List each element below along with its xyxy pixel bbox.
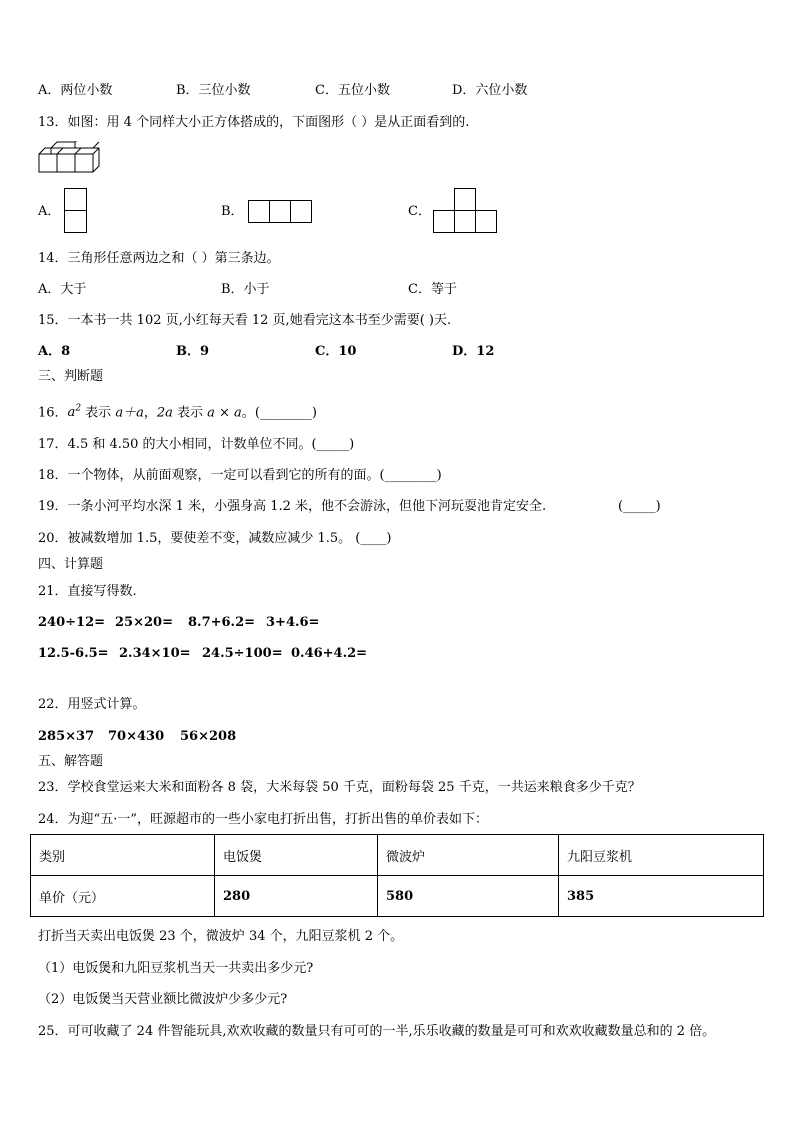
table-cell: 280 — [215, 876, 378, 917]
q14-option-a: A．大于 — [38, 282, 87, 297]
q20-question: 20．被减数增加 1.5，要使差不变，减数应减少 1.5。 (____) — [38, 531, 392, 546]
q22-item: 70×430 — [108, 729, 165, 744]
q21-item: 3+4.6= — [266, 615, 320, 630]
q22-item: 56×208 — [180, 729, 237, 744]
q24-sub-question-1: （1）电饭煲和九阳豆浆机当天一共卖出多少元? — [38, 961, 314, 976]
price-table — [30, 834, 764, 917]
q15-option-a: A．8 — [38, 344, 71, 359]
q21-item: 0.46+4.2= — [291, 646, 368, 661]
q14-question: 14．三角形任意两边之和（ ）第三条边。 — [38, 251, 280, 266]
table-cell: 580 — [378, 876, 559, 917]
q15-question: 15．一本书一共 102 页,小红每天看 12 页,她看完这本书至少需要( )天. — [38, 313, 452, 328]
q24-sub-question-2: （2）电饭煲当天营业额比微波炉少多少元? — [38, 992, 288, 1007]
q21-item: 12.5-6.5= — [38, 646, 109, 661]
q16-text-1: 表示 — [81, 405, 116, 421]
table-cell: 电饭煲 — [215, 835, 378, 876]
q21-item: 2.34×10= — [119, 646, 191, 661]
table-cell: 单价（元） — [31, 876, 215, 917]
q22-item: 285×37 — [38, 729, 95, 744]
q15-option-d: D．12 — [452, 344, 495, 359]
q16-question — [38, 400, 317, 422]
table-cell: 类别 — [31, 835, 215, 876]
q24-question: 24．为迎“五·一”，旺源超市的一些小家电打折出售，打折出售的单价表如下： — [38, 812, 488, 827]
q16-expr-1: a＋a — [115, 405, 144, 421]
q23-question: 23．学校食堂运来大米和面粉各 8 袋，大米每袋 50 千克，面粉每袋 25 千克，一共运来粮食多少千克？ — [38, 780, 641, 795]
q16-text-3: 表示 — [172, 405, 208, 421]
q21-item: 25×20= — [115, 615, 173, 630]
q12-option-b: B．三位小数 — [176, 83, 251, 98]
q13-option-b-figure — [248, 200, 314, 224]
q12-option-d: D．六位小数 — [452, 83, 528, 98]
q13-option-a: A． — [38, 204, 61, 219]
q21-title: 21．直接写得数. — [38, 584, 137, 599]
q12-option-c: C．五位小数 — [315, 83, 390, 98]
q17-question: 17．4.5 和 4.50 的大小相同，计数单位不同。(_____) — [38, 437, 355, 452]
q21-item: 8.7+6.2= — [188, 615, 256, 630]
q24-sold-info: 打折当天卖出电饭煲 23 个，微波炉 34 个，九阳豆浆机 2 个。 — [38, 929, 404, 944]
q14-option-c: C．等于 — [408, 282, 457, 297]
q15-option-b: B．9 — [176, 344, 210, 359]
q16-text-2: ， — [143, 405, 157, 421]
q16-text-4: 。(________) — [241, 405, 317, 421]
q16-prefix: 16． — [38, 405, 68, 421]
q13-option-a-figure — [64, 188, 88, 234]
q25-question: 25．可可收藏了 24 件智能玩具,欢欢收藏的数量只有可可的一半,乐乐收藏的数量是可可和欢欢收藏数量总和的 2 倍。 — [38, 1024, 716, 1039]
q19-answer-blank: (_____) — [618, 499, 661, 514]
q19-question: 19．一条小河平均水深 1 米，小强身高 1.2 米，他不会游泳，但他下河玩耍池肯定安全. — [38, 499, 547, 514]
section-title-word-problems: 五、解答题 — [38, 754, 104, 769]
q13-option-b: B． — [221, 204, 244, 219]
q12-option-a: A．两位小数 — [38, 83, 113, 98]
q14-option-b: B．小于 — [221, 282, 270, 297]
q13-option-c: C． — [408, 204, 431, 219]
cubes-3d-figure — [38, 141, 100, 175]
q16-a-squared: $a^2$ — [67, 404, 82, 421]
section-title-judgement: 三、判断题 — [38, 369, 104, 384]
table-cell: 微波炉 — [378, 835, 559, 876]
q18-question: 18．一个物体，从前面观察，一定可以看到它的所有的面。(________) — [38, 468, 442, 483]
q16-expr-2: 2a — [156, 405, 173, 421]
q13-question: 13．如图：用 4 个同样大小正方体搭成的，下面图形（ ）是从正面看到的. — [38, 115, 470, 130]
table-cell: 九阳豆浆机 — [559, 835, 764, 876]
q22-title: 22．用竖式计算。 — [38, 697, 146, 712]
q15-option-c: C．10 — [315, 344, 357, 359]
table-row — [31, 835, 764, 876]
table-row — [31, 876, 764, 917]
section-title-calculation: 四、计算题 — [38, 557, 104, 572]
table-cell: 385 — [559, 876, 764, 917]
q13-option-c-figure — [433, 188, 499, 234]
q21-item: 24.5÷100= — [202, 646, 283, 661]
q21-item: 240÷12= — [38, 615, 106, 630]
q16-expr-3: a × a — [207, 405, 242, 421]
